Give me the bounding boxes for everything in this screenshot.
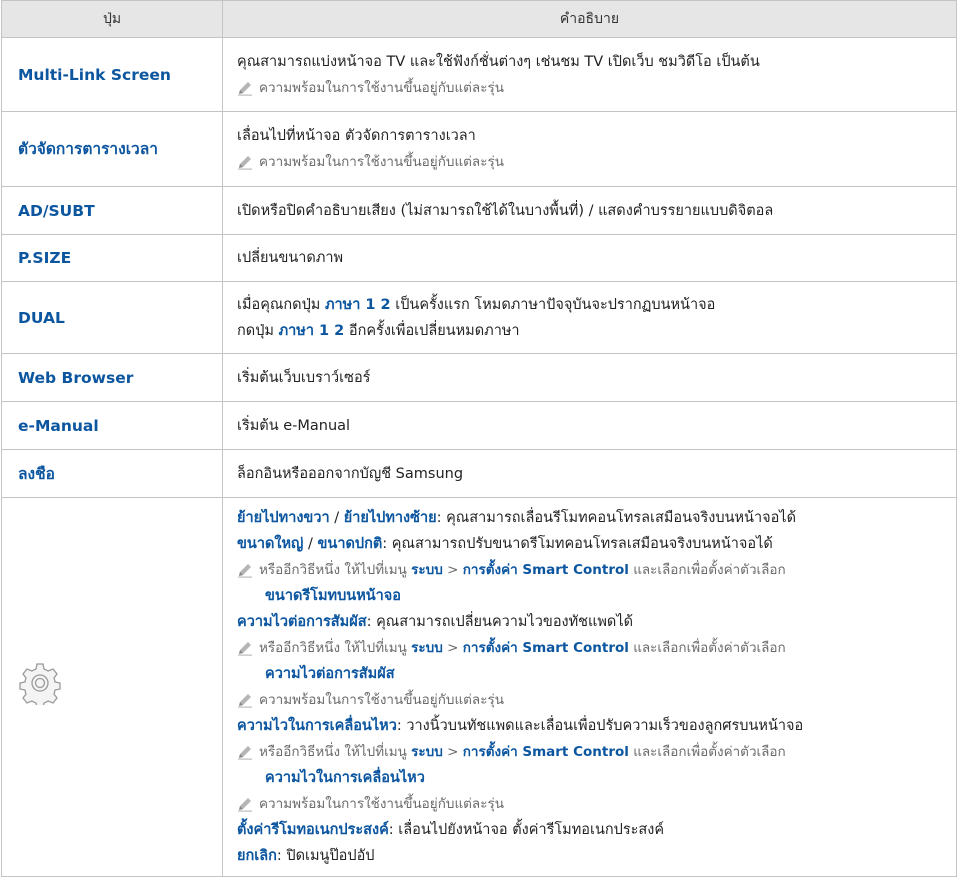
description-line xyxy=(237,609,942,635)
keyword: ระบบ xyxy=(411,640,443,656)
pencil-icon xyxy=(237,562,259,578)
button-icon-cell xyxy=(2,498,223,877)
description-line xyxy=(237,318,942,344)
menu-path-note xyxy=(237,557,942,583)
button-description: เปลี่ยนขนาดภาพ xyxy=(223,235,957,282)
table-header-row xyxy=(2,1,957,38)
menu-path-note xyxy=(237,739,942,765)
availability-note xyxy=(237,75,942,101)
button-name: e-Manual xyxy=(2,402,223,450)
text: : เลื่อนไปยังหน้าจอ ตั้งค่ารีโมทอเนกประสงค์ xyxy=(388,822,665,838)
button-description xyxy=(223,498,957,877)
button-description: ล็อกอินหรือออกจากบัญชี Samsung xyxy=(223,450,957,498)
keyword: ย้ายไปทางขวา xyxy=(237,510,330,526)
availability-note xyxy=(237,791,942,817)
text: : ปิดเมนูป๊อปอัป xyxy=(276,848,375,864)
description-line xyxy=(237,505,942,531)
description-line xyxy=(237,292,942,318)
keyword: ย้ายไปทางซ้าย xyxy=(343,510,437,526)
text: เป็นครั้งแรก โหมดภาษาปัจจุบันจะปรากฏบนหน้าจอ xyxy=(390,296,716,313)
note-text: ความพร้อมในการใช้งานขึ้นอยู่กับแต่ละรุ่น xyxy=(259,154,504,170)
button-name: Web Browser xyxy=(2,354,223,402)
button-name: P.SIZE xyxy=(2,235,223,282)
pencil-icon xyxy=(237,640,259,656)
text: และเลือกเพื่อตั้งค่าตัวเลือก xyxy=(628,640,786,656)
table-row xyxy=(2,235,957,282)
keyword: ขนาดปกติ xyxy=(317,536,383,552)
availability-note xyxy=(237,149,942,175)
table-row xyxy=(2,187,957,235)
keyword: การตั้งค่า Smart Control xyxy=(462,562,629,578)
text: และเลือกเพื่อตั้งค่าตัวเลือก xyxy=(628,744,786,760)
keyword: ความไวต่อการสัมผัส xyxy=(237,614,367,630)
button-name: ตัวจัดการตารางเวลา xyxy=(2,112,223,187)
button-description: เริ่มต้น e-Manual xyxy=(223,402,957,450)
button-description: เปิดหรือปิดคำอธิบายเสียง (ไม่สามารถใช้ได้ในบางพื้นที่) / แสดงคำบรรยายแบบดิจิตอล xyxy=(223,187,957,235)
button-description xyxy=(223,112,957,187)
table-row xyxy=(2,38,957,112)
button-name: AD/SUBT xyxy=(2,187,223,235)
text: และเลือกเพื่อตั้งค่าตัวเลือก xyxy=(628,562,786,578)
note-text: ความพร้อมในการใช้งานขึ้นอยู่กับแต่ละรุ่น xyxy=(259,692,504,708)
keyword: การตั้งค่า Smart Control xyxy=(462,640,629,656)
text: หรืออีกวิธีหนึ่ง ให้ไปที่เมนู xyxy=(259,562,412,578)
header-button: ปุ่ม xyxy=(2,1,223,38)
text: : คุณสามารถปรับขนาดรีโมทคอนโทรลเสมือนจริงบนหน้าจอได้ xyxy=(382,536,773,552)
button-description xyxy=(223,38,957,112)
button-name: DUAL xyxy=(2,282,223,354)
text: > xyxy=(442,744,463,760)
button-name: Multi-Link Screen xyxy=(2,38,223,112)
button-description: เริ่มต้นเว็บเบราว์เซอร์ xyxy=(223,354,957,402)
text: เมื่อคุณกดปุ่ม xyxy=(237,296,325,313)
text: > xyxy=(442,640,463,656)
text: กดปุ่ม xyxy=(237,322,279,339)
text: : วางนิ้วบนทัชแพดและเลื่อนเพื่อปรับความเร็วของลูกศรบนหน้าจอ xyxy=(396,718,804,734)
text: / xyxy=(303,536,318,552)
keyword: ความไวในการเคลื่อนไหว xyxy=(237,718,397,734)
table-row xyxy=(2,450,957,498)
text: : คุณสามารถเปลี่ยนความไวของทัชแพดได้ xyxy=(366,614,634,630)
table-row xyxy=(2,402,957,450)
keyword: ระบบ xyxy=(411,744,443,760)
pencil-icon xyxy=(237,80,259,96)
note-text xyxy=(259,557,786,583)
keyword: ความไวในการเคลื่อนไหว xyxy=(265,770,425,786)
keyword: ขนาดรีโมทบนหน้าจอ xyxy=(265,588,402,604)
keyword: ความไวต่อการสัมผัส xyxy=(265,666,395,682)
keyword: ระบบ xyxy=(411,562,443,578)
text: หรืออีกวิธีหนึ่ง ให้ไปที่เมนู xyxy=(259,744,412,760)
button-name: ลงชือ xyxy=(2,450,223,498)
note-text xyxy=(259,739,786,765)
text: อีกครั้งเพื่อเปลี่ยนหมดภาษา xyxy=(344,322,520,339)
keyword: ตั้งค่ารีโมทอเนกประสงค์ xyxy=(237,822,389,838)
note-text: ความพร้อมในการใช้งานขึ้นอยู่กับแต่ละรุ่น xyxy=(259,79,504,96)
table-row xyxy=(2,282,957,354)
pencil-icon xyxy=(237,796,259,812)
availability-note xyxy=(237,687,942,713)
keyword: ขนาดใหญ่ xyxy=(237,536,304,552)
text: หรืออีกวิธีหนึ่ง ให้ไปที่เมนู xyxy=(259,640,412,656)
button-description xyxy=(223,282,957,354)
text: : คุณสามารถเลื่อนรีโมทคอนโทรลเสมือนจริงบนหน้าจอได้ xyxy=(436,510,797,526)
table-row xyxy=(2,354,957,402)
description-line xyxy=(237,843,942,869)
gear-icon xyxy=(18,693,62,709)
keyword: ยกเลิก xyxy=(237,848,277,864)
description-line xyxy=(237,531,942,557)
menu-path-note xyxy=(237,635,942,661)
note-text xyxy=(259,635,786,661)
keyword: ภาษา 1 2 xyxy=(324,296,391,313)
table-row xyxy=(2,112,957,187)
text: / xyxy=(329,510,344,526)
header-description: คำอธิบาย xyxy=(223,1,957,38)
description-text: คุณสามารถแบ่งหน้าจอ TV และใช้ฟังก์ชั่นต่างๆ เช่นชม TV เปิดเว็บ ชมวิดีโอ เป็นต้น xyxy=(237,53,760,70)
pencil-icon xyxy=(237,154,259,170)
keyword: การตั้งค่า Smart Control xyxy=(462,744,629,760)
text: > xyxy=(442,562,463,578)
pencil-icon xyxy=(237,692,259,708)
description-text: เลื่อนไปที่หน้าจอ ตัวจัดการตารางเวลา xyxy=(237,128,476,144)
keyword: ภาษา 1 2 xyxy=(278,322,345,339)
note-text: ความพร้อมในการใช้งานขึ้นอยู่กับแต่ละรุ่น xyxy=(259,796,504,812)
description-line xyxy=(237,713,942,739)
pencil-icon xyxy=(237,744,259,760)
description-line xyxy=(237,817,942,843)
table-row xyxy=(2,498,957,877)
remote-buttons-table xyxy=(1,0,957,877)
